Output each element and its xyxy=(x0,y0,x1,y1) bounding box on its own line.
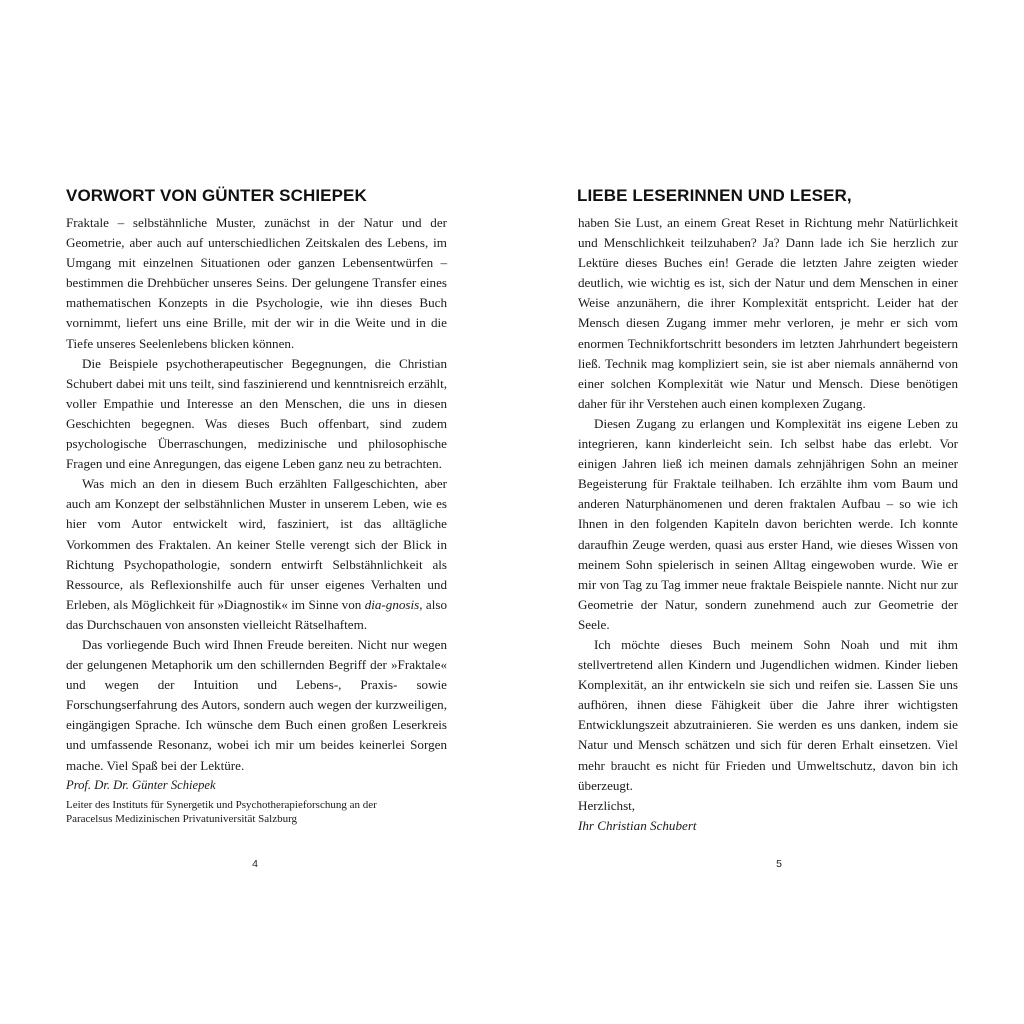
left-paragraph-3: Was mich an den in diesem Buch erzählten Fallgeschichten, aber auch am Konzept der selbstähnlichen Muster in unserem Leben, wie es hier vom Autor entwickelt wird, fasziniert, ist das alltägliche Vorkommen des Fraktalen. An keiner Stelle verengt sich der Blick in Richtung Psychopathologie, sondern entwirft Selbstähnlichkeit als Ressource, als Reflexionshilfe auch für unser eigenes Verhalten und Erleben, als Möglichkeit für »Diagnostik« im Sinne von dia-gnosis, also das Durchschauen von ansonsten vielleicht Rätselhaftem. xyxy=(66,476,447,632)
closing-greeting: Herzlichst, xyxy=(578,797,636,813)
signature-role-line-1: Leiter des Instituts für Synergetik und Psychotherapieforschung an der xyxy=(66,798,377,811)
left-body xyxy=(66,213,447,827)
left-heading: VORWORT VON GÜNTER SCHIEPEK xyxy=(66,186,367,205)
left-paragraph-4: Das vorliegende Buch wird Ihnen Freude bereiten. Nicht nur wegen der gelungenen Metaphorik um den schillernden Begriff der »Fraktale« und wegen der Intuition und Lebens-, Praxis- sowie Forschungserfahrung des Autors, sondern auch wegen der kurzweiligen, eingängigen Sprache. Ich wünsche dem Buch einen großen Leserkreis und umfassende Resonanz, wobei ich mir um beides keinerlei Sorgen mache. Viel Spaß bei der Lektüre. xyxy=(66,636,447,773)
right-body xyxy=(578,213,958,836)
page-number-left: 4 xyxy=(252,858,258,870)
signature-role xyxy=(66,798,447,827)
left-paragraph-2: Die Beispiele psychotherapeutischer Begegnungen, die Christian Schubert dabei mit uns teilt, sind faszinierend und kenntnisreich erzählt, voller Empathie und Interesse an den Menschen, die uns in diesen Geschichten begegnen. Was dieses Buch offenbart, sind zudem psychologische Überraschungen, medizinische und philosophische Fragen und eine Anregungen, das eigene Leben ganz neu zu betrachten. xyxy=(66,355,447,472)
right-paragraph-2: Diesen Zugang zu erlangen und Komplexität ins eigene Leben zu integrieren, kann kinderleicht sein. Ich selbst habe das erlebt. Vor einigen Jahren ließ ich meinen damals zehnjährigen Sohn an meiner Begeisterung für Fraktale teilhaben. Ich erzählte ihm vom Baum und anderen Naturphänomenen und deren fraktalen Aufbau – so wie ich Ihnen in den folgenden Kapiteln davon berichten werde. Ich konnte daraufhin Zeuge werden, quasi aus erster Hand, wie dieses Wissen von meinem Sohn spielerisch in seinen Alltag eingewoben wurde. Wie er mir von Tag zu Tag immer neue fraktale Beispiele nannte. Nicht nur zur Geometrie der Natur, sondern zunehmend auch zur Geometrie der Seele. xyxy=(578,415,958,632)
page-number-right: 5 xyxy=(776,858,782,870)
closing-signature: Ihr Christian Schubert xyxy=(578,817,697,833)
right-paragraph-1: haben Sie Lust, an einem Great Reset in Richtung mehr Natürlichkeit und Menschlichkeit teilzuhaben? Ja? Dann lade ich Sie herzlich zur Lektüre dieses Buches ein! Gerade die letzten Jahre zeigten wieder deutlich, wie wichtig es ist, sich der Natur und dem Menschen in einer Weise anzunähern, die ihrer Komplexität entspricht. Leider hat der Mensch diesen Zugang immer mehr verloren, je mehr er sich vom enormen Technikfortschritt besonders im letzten Jahrhundert begeistern ließ. Technik mag kompliziert sein, sie ist aber niemals annähernd von einer solchen Komplexität wie Natur und Mensch. Diese benötigen daher für ihr Verstehen auch einen komplexen Zugang. xyxy=(578,215,958,411)
right-heading: LIEBE LESERINNEN UND LESER, xyxy=(577,186,852,205)
right-paragraph-3: Ich möchte dieses Buch meinem Sohn Noah und mit ihm stellvertretend allen Kindern und Jugendlichen widmen. Kinder lieben Komplexität, an ihr entwickeln sie sich und reifen sie. Lassen Sie uns aufhören, ihnen diese Fähigkeit über die Jahre ihrer wichtigsten Entwicklungszeit abzutrainieren. Sie werden es uns danken, indem sie Natur und Mensch schätzen und sich für deren Erhalt einsetzen. Viel mehr braucht es nicht für Frieden und Umweltschutz, davon bin ich überzeugt. xyxy=(578,636,958,793)
left-paragraph-1: Fraktale – selbstähnliche Muster, zunächst in der Natur und der Geometrie, aber auch auf unterschiedlichen Zeitskalen des Lebens, im Umgang mit einzelnen Situationen oder ganzen Lebensentwürfen – bestimmen die Drehbücher unseres Seins. Der gelungene Transfer eines mathematischen Konzepts in die Psychologie, wie ihn dieses Buch vornimmt, liefert uns eine Brille, mit der wir in die Weite und in die Tiefe unseres Seelenlebens blicken können. xyxy=(66,215,447,351)
signature-role-line-2: Paracelsus Medizinischen Privatuniversität Salzburg xyxy=(66,813,298,826)
right-page xyxy=(512,0,1024,1024)
signature-name: Prof. Dr. Dr. Günter Schiepek xyxy=(66,777,216,792)
